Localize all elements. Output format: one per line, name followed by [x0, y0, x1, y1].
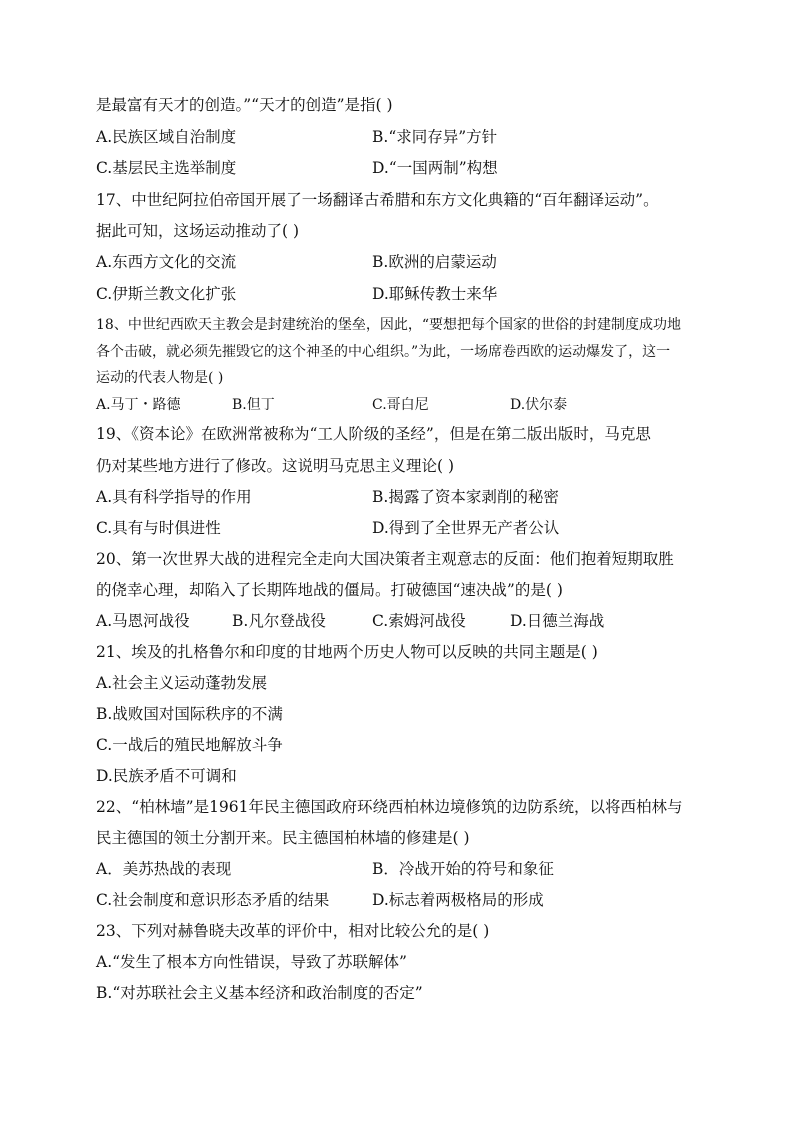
q18-stem-line-1: 18、中世纪西欧天主教会是封建统治的堡垒，因此，“要想把每个国家的世俗的封建制度成功地: [96, 317, 681, 333]
q17-option-a[interactable]: A.东西方文化的交流: [96, 253, 237, 271]
q19-option-d[interactable]: D.得到了全世界无产者公认: [372, 519, 560, 537]
q19-option-b[interactable]: B.揭露了资本家剥削的秘密: [372, 488, 559, 506]
q22-option-a[interactable]: A．美苏热战的表现: [96, 860, 232, 878]
q22-option-b[interactable]: B．冷战开始的符号和象征: [372, 860, 554, 878]
q16-option-a[interactable]: A.民族区域自治制度: [96, 128, 237, 146]
q22-stem-line-2: 民主德国的领土分割开来。民主德国柏林墙的修建是( ): [96, 829, 470, 847]
q20-option-d[interactable]: D.日德兰海战: [510, 612, 605, 630]
q18-option-c[interactable]: C.哥白尼: [372, 397, 429, 413]
q22-option-d[interactable]: D.标志着两极格局的形成: [372, 891, 544, 909]
q17-stem-line-1: 17、中世纪阿拉伯帝国开展了一场翻译古希腊和东方文化典籍的“百年翻译运动”。: [96, 191, 659, 209]
q19-stem-line-2: 仍对某些地方进行了修改。这说明马克思主义理论( ): [96, 457, 455, 475]
q23-option-a[interactable]: A.“发生了根本方向性错误，导致了苏联解体”: [96, 953, 407, 971]
q20-option-c[interactable]: C.索姆河战役: [372, 612, 466, 630]
q23-option-b[interactable]: B.“对苏联社会主义基本经济和政治制度的否定”: [96, 984, 423, 1002]
q17-stem-line-2: 据此可知，这场运动推动了( ): [96, 222, 300, 240]
q21-option-a[interactable]: A.社会主义运动蓬勃发展: [96, 674, 268, 692]
q18-stem-line-3: 运动的代表人物是( ): [96, 370, 224, 386]
q21-option-c[interactable]: C.一战后的殖民地解放斗争: [96, 736, 283, 754]
q21-option-d[interactable]: D.民族矛盾不可调和: [96, 767, 237, 785]
q20-option-a[interactable]: A.马恩河战役: [96, 612, 190, 630]
q17-option-d[interactable]: D.耶稣传教士来华: [372, 285, 498, 303]
q16-stem-line: 是最富有天才的创造。”“天才的创造”是指( ): [96, 96, 393, 114]
q19-option-a[interactable]: A.具有科学指导的作用: [96, 488, 252, 506]
q18-stem-line-2: 各个击破，就必须先摧毁它的这个神圣的中心组织。”为此，一场席卷西欧的运动爆发了，这一: [96, 344, 671, 360]
q17-option-c[interactable]: C.伊斯兰教文化扩张: [96, 285, 237, 303]
q19-stem-line-1: 19、《资本论》在欧洲常被称为“工人阶级的圣经”，但是在第二版出版时，马克思: [96, 425, 651, 443]
q20-stem-line-2: 的侥幸心理，却陷入了长期阵地战的僵局。打破德国“速决战”的是( ): [96, 581, 563, 599]
q18-option-d[interactable]: D.伏尔泰: [510, 397, 568, 413]
q16-option-d[interactable]: D.“一国两制”构想: [372, 159, 498, 177]
q18-option-a[interactable]: A.马丁・路德: [96, 397, 181, 413]
q22-option-c[interactable]: C.社会制度和意识形态矛盾的结果: [96, 891, 330, 909]
q20-option-b[interactable]: B.凡尔登战役: [232, 612, 326, 630]
q21-stem-line: 21、埃及的扎格鲁尔和印度的甘地两个历史人物可以反映的共同主题是( ): [96, 643, 598, 661]
q16-option-c[interactable]: C.基层民主选举制度: [96, 159, 237, 177]
q23-stem-line: 23、下列对赫鲁晓夫改革的评价中，相对比较公允的是( ): [96, 922, 490, 940]
q22-stem-line-1: 22、“柏林墙”是1961年民主德国政府环绕西柏林边境修筑的边防系统，以将西柏林与: [96, 798, 683, 816]
q16-option-b[interactable]: B.“求同存异”方针: [372, 128, 498, 146]
q17-option-b[interactable]: B.欧洲的启蒙运动: [372, 253, 497, 271]
q18-option-b[interactable]: B.但丁: [232, 397, 275, 413]
q21-option-b[interactable]: B.战败国对国际秩序的不满: [96, 705, 283, 723]
q19-option-c[interactable]: C.具有与时俱进性: [96, 519, 221, 537]
q20-stem-line-1: 20、第一次世界大战的进程完全走向大国决策者主观意志的反面：他们抱着短期取胜: [96, 550, 674, 568]
